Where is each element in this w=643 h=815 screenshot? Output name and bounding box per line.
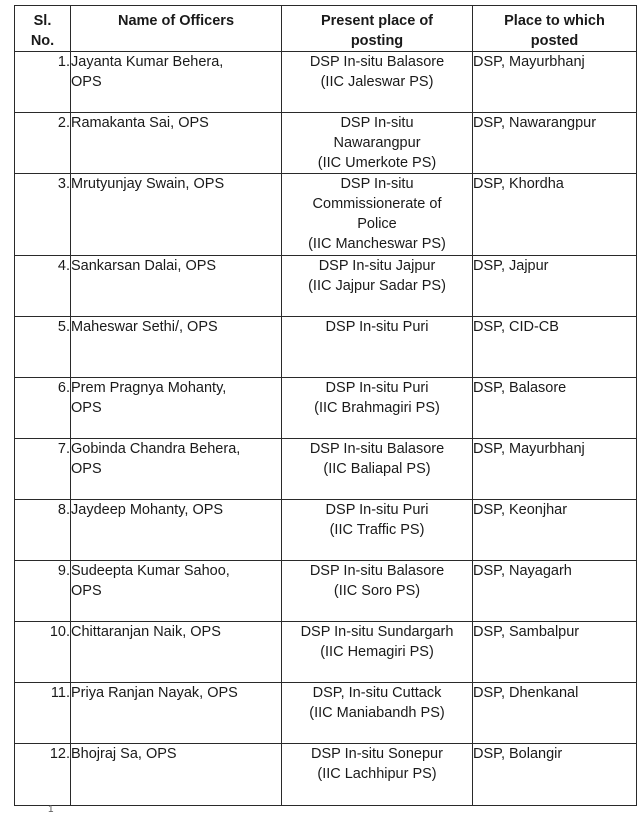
serial-number: 1. [15, 52, 71, 113]
officer-name [71, 378, 282, 439]
header-place-line-2: posted [530, 33, 579, 49]
posted-to: DSP, Mayurbhanj [473, 439, 637, 500]
officer-name [71, 52, 282, 113]
present-posting-line: Police [357, 216, 397, 232]
officer-name [71, 317, 282, 378]
posting-table [14, 5, 637, 806]
header-place-line-1: Place to which [504, 13, 605, 29]
present-posting-line: DSP In-situ Puri [325, 319, 429, 335]
page-footer-mark: 1 [48, 804, 54, 815]
header-sl-line-1: Sl. [33, 13, 52, 29]
present-posting-line: DSP In-situ Sonepur [311, 746, 443, 762]
present-posting-line: (IIC Baliapal PS) [323, 461, 431, 477]
officer-name-line: Sudeepta Kumar Sahoo, [71, 563, 230, 579]
present-posting [282, 622, 473, 683]
officer-name-line: Ramakanta Sai, OPS [71, 115, 209, 131]
present-posting-line: DSP In-situ [340, 176, 414, 192]
present-posting [282, 317, 473, 378]
present-posting-line: (IIC Jajpur Sadar PS) [308, 278, 446, 294]
table-row [15, 500, 637, 561]
table-row [15, 174, 637, 256]
serial-number: 12. [15, 744, 71, 806]
present-posting [282, 561, 473, 622]
header-name-line-1: Name of Officers [117, 13, 235, 29]
table-row [15, 52, 637, 113]
present-posting [282, 174, 473, 256]
serial-number: 2. [15, 113, 71, 174]
serial-number: 6. [15, 378, 71, 439]
posted-to: DSP, Khordha [473, 174, 637, 256]
present-posting-line: DSP In-situ Balasore [309, 563, 445, 579]
header-place-posted [473, 6, 637, 52]
officer-name [71, 622, 282, 683]
table-row [15, 317, 637, 378]
present-posting-line: (IIC Brahmagiri PS) [314, 400, 440, 416]
header-sl-line-2: No. [30, 33, 55, 49]
present-posting-line: (IIC Lachhipur PS) [317, 766, 437, 782]
present-posting-line: DSP In-situ Balasore [309, 54, 445, 70]
officer-name [71, 500, 282, 561]
present-posting-line: DSP In-situ Sundargarh [300, 624, 454, 640]
present-posting-line: (IIC Mancheswar PS) [308, 236, 446, 252]
serial-number: 11. [15, 683, 71, 744]
present-posting [282, 256, 473, 317]
header-present-place [282, 6, 473, 52]
posted-to: DSP, Mayurbhanj [473, 52, 637, 113]
present-posting-line: (IIC Soro PS) [333, 583, 421, 599]
officer-name [71, 744, 282, 806]
officer-name-line: Gobinda Chandra Behera, [71, 441, 241, 457]
officer-name [71, 561, 282, 622]
serial-number: 5. [15, 317, 71, 378]
officer-name-line: OPS [71, 74, 102, 90]
table-row [15, 256, 637, 317]
present-posting [282, 744, 473, 806]
posted-to: DSP, Nayagarh [473, 561, 637, 622]
posted-to: DSP, Jajpur [473, 256, 637, 317]
officer-name-line: Priya Ranjan Nayak, OPS [71, 685, 238, 701]
present-posting-line: DSP In-situ Puri [325, 502, 429, 518]
present-posting-line: (IIC Umerkote PS) [317, 155, 437, 171]
present-posting-line: DSP, In-situ Cuttack [312, 685, 442, 701]
posted-to: DSP, Dhenkanal [473, 683, 637, 744]
posted-to: DSP, Balasore [473, 378, 637, 439]
present-posting [282, 439, 473, 500]
serial-number: 10. [15, 622, 71, 683]
present-posting-line: (IIC Maniabandh PS) [309, 705, 445, 721]
header-sl-no [15, 6, 71, 52]
present-posting [282, 378, 473, 439]
present-posting-line: DSP In-situ [340, 115, 414, 131]
officer-name [71, 683, 282, 744]
officer-name-line: OPS [71, 461, 102, 477]
officer-name [71, 113, 282, 174]
present-posting-line: DSP In-situ Jajpur [318, 258, 436, 274]
officer-name-line: Jayanta Kumar Behera, [71, 54, 224, 70]
header-present-line-2: posting [350, 33, 404, 49]
present-posting-line: Nawarangpur [333, 135, 421, 151]
present-posting-line: Commissionerate of [312, 196, 442, 212]
present-posting [282, 113, 473, 174]
serial-number: 7. [15, 439, 71, 500]
posted-to: DSP, Nawarangpur [473, 113, 637, 174]
present-posting [282, 500, 473, 561]
posted-to: DSP, CID-CB [473, 317, 637, 378]
table-row [15, 439, 637, 500]
present-posting-line: DSP In-situ Balasore [309, 441, 445, 457]
officer-name-line: Mrutyunjay Swain, OPS [71, 176, 225, 192]
officer-name-line: Jaydeep Mohanty, OPS [71, 502, 224, 518]
present-posting-line: (IIC Hemagiri PS) [320, 644, 434, 660]
present-posting [282, 52, 473, 113]
officer-name-line: OPS [71, 583, 102, 599]
header-name-of-officers [71, 6, 282, 52]
serial-number: 4. [15, 256, 71, 317]
officer-name [71, 256, 282, 317]
table-row [15, 622, 637, 683]
officer-name [71, 439, 282, 500]
serial-number: 3. [15, 174, 71, 256]
officer-name-line: Chittaranjan Naik, OPS [71, 624, 221, 640]
serial-number: 8. [15, 500, 71, 561]
present-posting [282, 683, 473, 744]
posted-to: DSP, Bolangir [473, 744, 637, 806]
header-present-line-1: Present place of [320, 13, 433, 29]
table-row [15, 378, 637, 439]
officer-name-line: Maheswar Sethi/, OPS [71, 319, 218, 335]
officer-name-line: Bhojraj Sa, OPS [71, 746, 177, 762]
header-row [15, 6, 637, 52]
present-posting-line: DSP In-situ Puri [325, 380, 429, 396]
officer-name-line: OPS [71, 400, 102, 416]
serial-number: 9. [15, 561, 71, 622]
present-posting-line: (IIC Traffic PS) [329, 522, 425, 538]
table-row [15, 683, 637, 744]
posted-to: DSP, Keonjhar [473, 500, 637, 561]
officer-name-line: Prem Pragnya Mohanty, [71, 380, 227, 396]
posted-to: DSP, Sambalpur [473, 622, 637, 683]
present-posting-line: (IIC Jaleswar PS) [320, 74, 434, 90]
officer-name [71, 174, 282, 256]
table-row [15, 744, 637, 806]
officer-name-line: Sankarsan Dalai, OPS [71, 258, 217, 274]
table-row [15, 113, 637, 174]
table-row [15, 561, 637, 622]
